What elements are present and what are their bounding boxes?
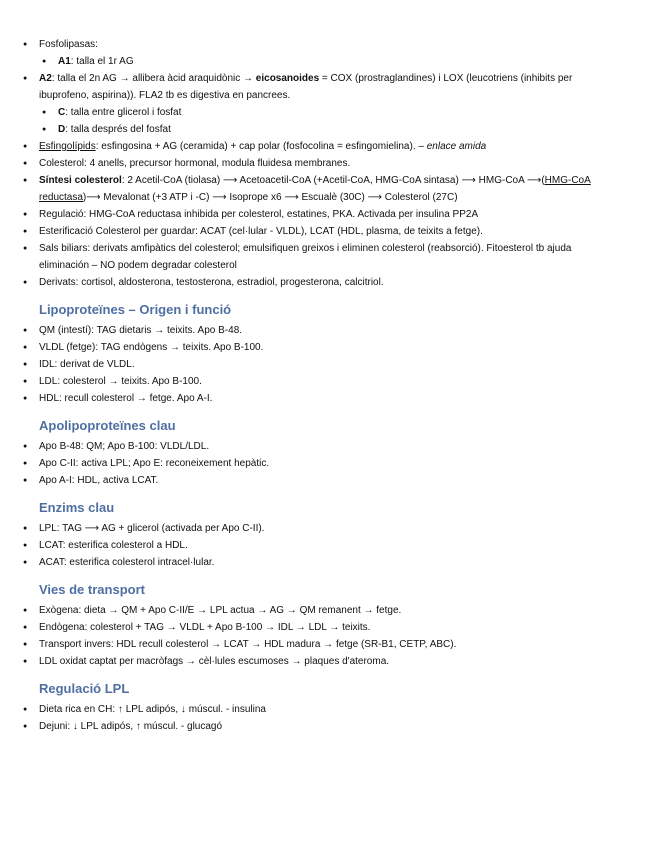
list-item: ● Exògena: dieta → QM + Apo C-II/E → LPL actua → AG → QM remanent → fetge. xyxy=(0,602,655,619)
list-item xyxy=(0,274,655,291)
section-heading: Enzims clau xyxy=(39,500,115,515)
section-heading: Vies de transport xyxy=(39,582,145,597)
item-text: : talla després del fosfat xyxy=(65,124,171,135)
item-bold: A1 xyxy=(58,56,71,67)
item-underline: Esfingolípids xyxy=(39,141,96,152)
item-text: : talla el 1r AG xyxy=(70,56,134,67)
item-italic: enlace amida xyxy=(426,141,487,152)
list-item: ● Endògena: colesterol + TAG → VLDL + Apo B-100 → IDL → LDL → teixits. xyxy=(0,619,655,636)
item-text: Regulació: HMG-CoA reductasa inhibida per colesterol, estatines, PKA. Activada per insulina PP2A xyxy=(39,209,479,220)
list-item xyxy=(0,206,655,223)
list-item xyxy=(0,70,655,104)
list-item: ● QM (intestí): TAG dietaris → teixits. Apo B-48. xyxy=(0,322,655,339)
list-item: ● LPL: TAG ⟶ AG + glicerol (activada per Apo C-II). xyxy=(0,520,655,537)
item-bold: eicosanoides xyxy=(255,73,320,84)
item-text: Derivats: cortisol, aldosterona, testosterona, estradiol, progesterona, calcitriol. xyxy=(39,277,384,288)
list-item: ● VLDL (fetge): TAG endògens → teixits. Apo B-100. xyxy=(0,339,655,356)
item-bold: D xyxy=(58,124,66,135)
list-item: ● Apo C-II: activa LPL; Apo E: reconeixement hepàtic. xyxy=(0,455,655,472)
lipoprotein-list xyxy=(0,322,655,407)
item-bold: C xyxy=(58,107,66,118)
list-item: ● Dejuni: ↓ LPL adipós, ↑ múscul. - glucagó xyxy=(0,718,655,735)
list-item: ● LDL: colesterol → teixits. Apo B-100. xyxy=(0,373,655,390)
list-item: ● LCAT: esterifica colesterol a HDL. xyxy=(0,537,655,554)
enzyme-list xyxy=(0,520,655,571)
list-item: ● ACAT: esterifica colesterol intracel·lular. xyxy=(0,554,655,571)
item-text: : talla entre glicerol i fosfat xyxy=(65,107,182,118)
item-text: Sals biliars: derivats amfipàtics del colesterol; emulsifiquen greixos i eliminen colesterol (reabsorció). Fitoesterol tb ajuda eliminación – NO podem degradar colesterol xyxy=(39,243,572,271)
item-text: Fosfolipasas: xyxy=(39,39,98,50)
section-heading: Regulació LPL xyxy=(39,681,130,696)
item-text: Esterificació Colesterol per guardar: ACAT (cel·lular - VLDL), LCAT (HDL, plasma, de teixits a fetge). xyxy=(39,226,483,237)
lpl-regulation-list xyxy=(0,701,655,735)
item-text: : 2 Acetil-CoA (tiolasa) ⟶ Acetoacetil-CoA (+Acetil-CoA, HMG-CoA sintasa) ⟶ HMG-CoA ⟶( xyxy=(121,175,545,186)
item-underline: HMG-CoA reductasa xyxy=(39,175,591,203)
list-item xyxy=(0,53,655,70)
list-item: ● Apo A-I: HDL, activa LCAT. xyxy=(0,472,655,489)
item-bold: Síntesi colesterol xyxy=(39,175,122,186)
section-heading: Lipoproteïnes – Origen i funció xyxy=(39,302,232,317)
list-item xyxy=(0,223,655,240)
list-item: ● HDL: recull colesterol → fetge. Apo A-I. xyxy=(0,390,655,407)
transport-list xyxy=(0,602,655,670)
phospholipid-list xyxy=(0,36,655,291)
item-text: = COX (prostraglandines) i LOX (leucotriens (inhibits per ibuprofeno, aspirina)). FLA2 tb es digestiva en pancrees. xyxy=(39,73,573,101)
item-text: : talla el 2n AG → allibera àcid araquidònic → xyxy=(51,73,256,84)
list-item xyxy=(0,104,655,121)
list-item xyxy=(0,240,655,274)
document-page xyxy=(0,36,655,735)
list-item xyxy=(0,121,655,138)
section-heading: Apolipoproteïnes clau xyxy=(39,418,176,433)
list-item xyxy=(0,155,655,172)
list-item xyxy=(0,172,655,206)
list-item: ● Transport invers: HDL recull colesterol → LCAT → HDL madura → fetge (SR-B1, CETP, ABC). xyxy=(0,636,655,653)
item-text: )⟶ Mevalonat (+3 ATP i -C) ⟶ Isoprope x6 ⟶ Escualè (30C) ⟶ Colesterol (27C) xyxy=(82,192,458,203)
list-item: ● Apo B-48: QM; Apo B-100: VLDL/LDL. xyxy=(0,438,655,455)
list-item: ● Dieta rica en CH: ↑ LPL adipós, ↓ múscul. - insulina xyxy=(0,701,655,718)
item-text: Colesterol: 4 anells, precursor hormonal, modula fluidesa membranes. xyxy=(39,158,351,169)
item-text: : esfingosina + AG (ceramida) + cap polar (fosfocolina = esfingomielina). – xyxy=(95,141,427,152)
list-item: ● IDL: derivat de VLDL. xyxy=(0,356,655,373)
list-item xyxy=(0,36,655,53)
item-bold: A2 xyxy=(39,73,52,84)
list-item xyxy=(0,138,655,155)
apolipoprotein-list xyxy=(0,438,655,489)
list-item: ● LDL oxidat captat per macròfags → cèl·lules escumoses → plaques d'ateroma. xyxy=(0,653,655,670)
